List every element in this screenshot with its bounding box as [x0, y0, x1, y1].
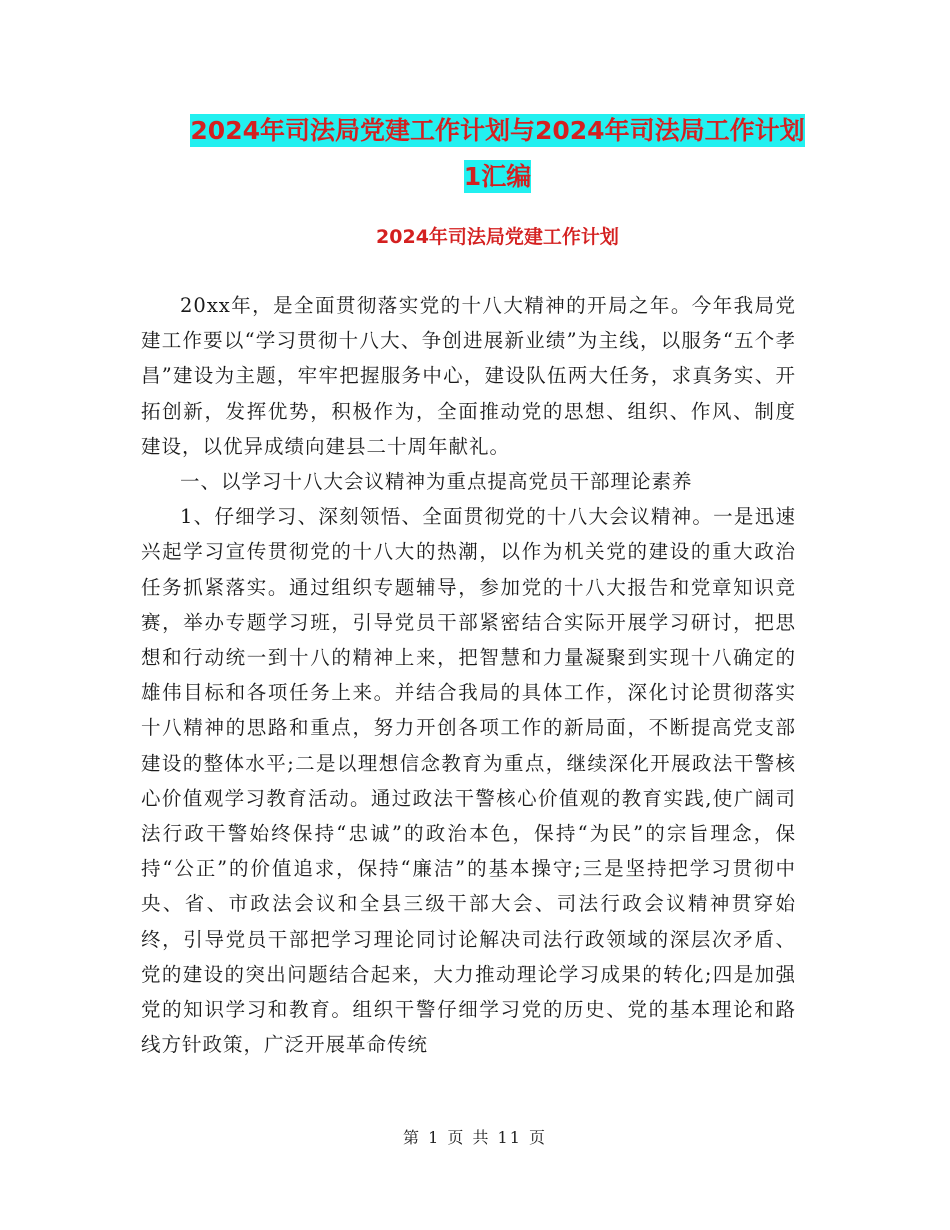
document-title	[140, 108, 855, 200]
paragraph-item-1: 1、仔细学习、深刻领悟、全面贯彻党的十八大会议精神。一是迅速兴起学习宣传贯彻党的十八大的热潮，以作为机关党的建设的重大政治任务抓紧落实。通过组织专题辅导，参加党的十八大报告和党章知识竞赛，举办专题学习班，引导党员干部紧密结合实际开展学习研讨，把思想和行动统一到十八的精神上来，把智慧和力量凝聚到实现十八确定的雄伟目标和各项任务上来。并结合我局的具体工作，深化讨论贯彻落实十八精神的思路和重点，努力开创各项工作的新局面，不断提高党支部建设的整体水平;二是以理想信念教育为重点，继续深化开展政法干警核心价值观学习教育活动。通过政法干警核心价值观的教育实践,使广阔司法行政干警始终保持“忠诚”的政治本色，保持“为民”的宗旨理念，保持“公正”的价值追求，保持“廉洁”的基本操守;三是坚持把学习贯彻中央、省、市政法会议和全县三级干部大会、司法行政会议精神贯穿始终，引导党员干部把学习理论同讨论解决司法行政领域的深层次矛盾、党的建设的突出问题结合起来，大力推动理论学习成果的转化;四是加强党的知识学习和教育。组织干警仔细学习党的历史、党的基本理论和路线方针政策，广泛开展革命传统	[141, 505, 796, 1057]
document-title-line-1: 2024年司法局党建工作计划与2024年司法局工作计划	[190, 116, 805, 145]
document-body	[141, 288, 796, 1062]
document-title-line-2: 1汇编	[463, 162, 532, 191]
page-footer: 第 1 页 共 11 页	[403, 1128, 547, 1147]
paragraph-intro: 20xx年，是全面贯彻落实党的十八大精神的开局之年。今年我局党建工作要以“学习贯彻十八大、争创进展新业绩”为主线，以服务“五个孝昌”建设为主题，牢牢把握服务中心，建设队伍两大任务，求真务实、开拓创新，发挥优势，积极作为，全面推动党的思想、组织、作风、制度建设，以优异成绩向建县二十周年献礼。	[141, 294, 796, 458]
section-title: 2024年司法局党建工作计划	[376, 226, 619, 248]
paragraph-heading-1: 一、以学习十八大会议精神为重点提高党员干部理论素养	[180, 470, 693, 494]
